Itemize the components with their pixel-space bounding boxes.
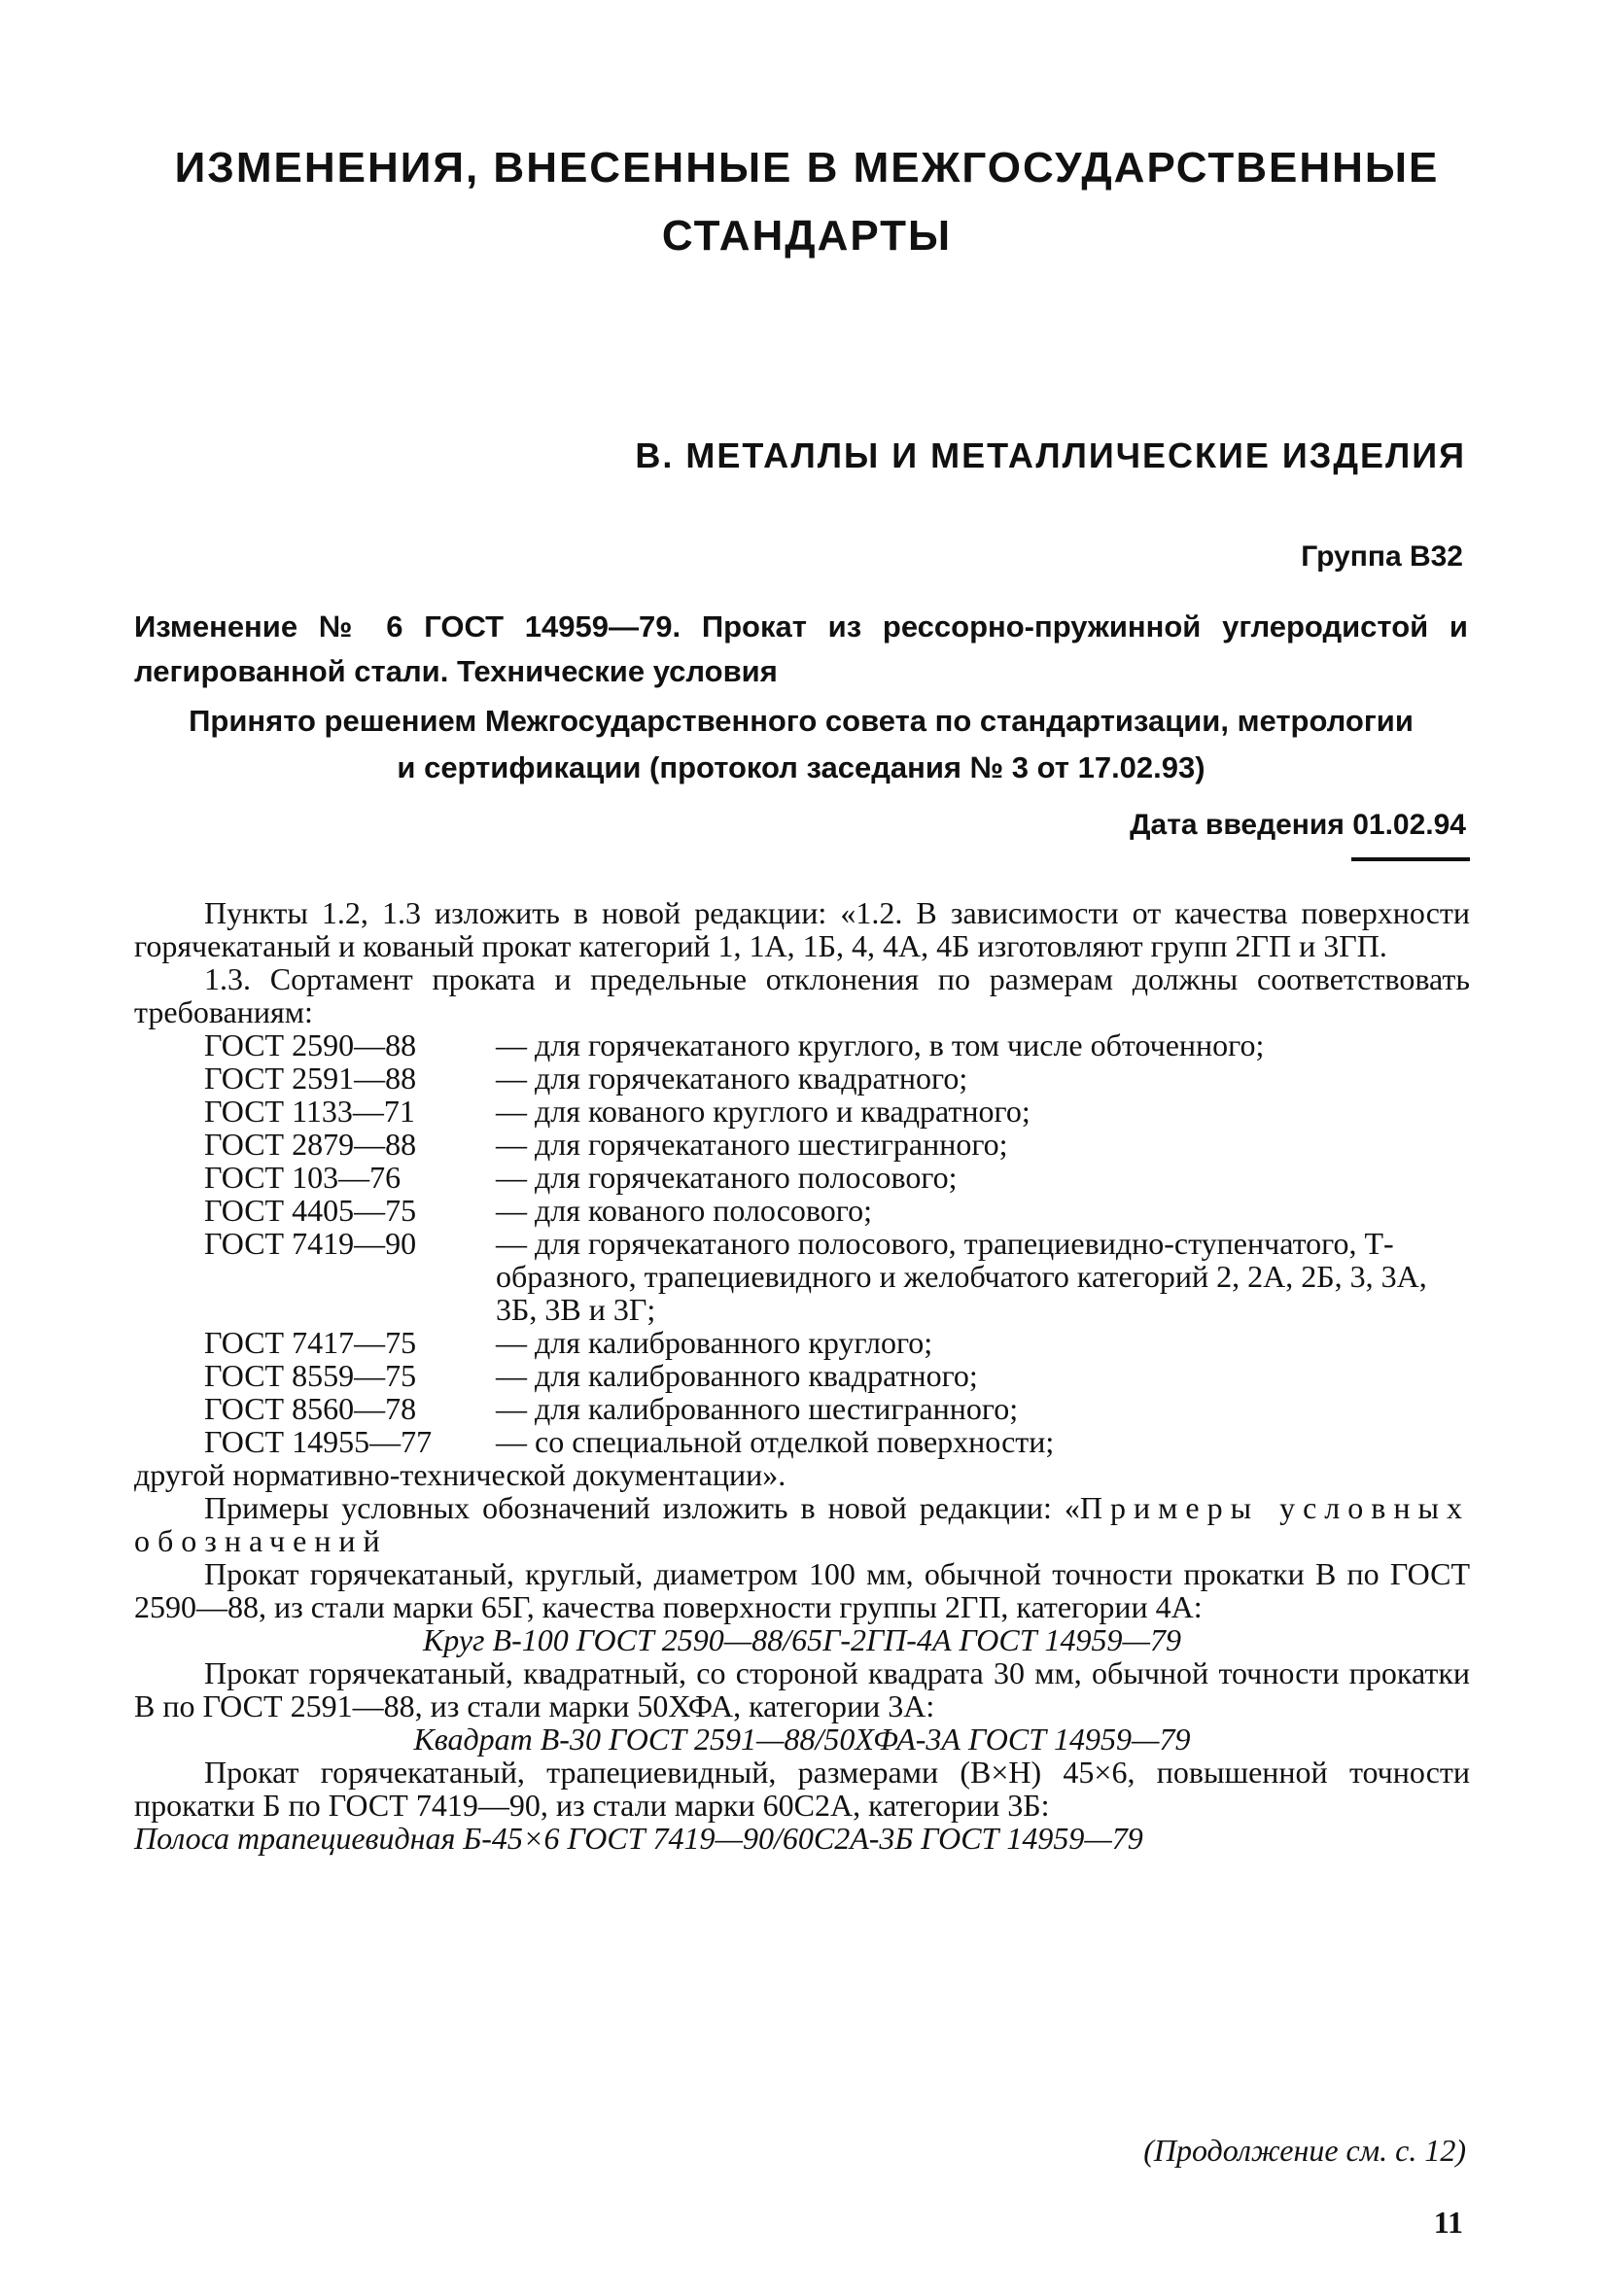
gost-code: ГОСТ 2879—88 <box>204 1127 417 1162</box>
continuation-note: (Продолжение см. с. 12) <box>1143 2133 1466 2168</box>
gost-description: — для горячекатаного шестигранного; <box>496 1127 1008 1162</box>
adoption-line-2: и сертификации (протокол заседания № 3 от 17.02.93) <box>397 750 1205 784</box>
gost-list-item <box>134 1161 1470 1194</box>
gost-list-item <box>134 1061 1470 1095</box>
adoption-note <box>134 698 1468 791</box>
gost-description: — для горячекатаного полосового; <box>496 1160 958 1195</box>
gost-list <box>134 1028 1470 1458</box>
gost-list-item <box>134 1028 1470 1061</box>
page-title-line-2: СТАНДАРТЫ <box>661 212 953 260</box>
gost-description: — для горячекатаного круглого, в том числе обточенного; <box>496 1027 1265 1062</box>
group-label: Группа В32 <box>1301 540 1463 573</box>
gost-list-item <box>134 1227 1470 1326</box>
gost-description: — для калиброванного квадратного; <box>496 1358 978 1393</box>
gost-code: ГОСТ 7417—75 <box>204 1325 417 1360</box>
examples-heading: Примеры условных обозначений <box>134 1490 1471 1558</box>
gost-description: — для калиброванного круглого; <box>496 1325 933 1360</box>
gost-list-item <box>134 1095 1470 1128</box>
paragraph-4 <box>134 1491 1470 1557</box>
gost-list-item <box>134 1425 1470 1458</box>
page-number: 11 <box>1433 2205 1463 2240</box>
change-title: Изменение № 6 ГОСТ 14959—79. Прокат из рессорно-пружинной углеродистой и легированной стали. Технические условия <box>134 609 1468 688</box>
gost-description: — для калиброванного шестигранного; <box>496 1391 1019 1426</box>
example-3: Прокат горячекатаный, трапециевидный, размерами (В×Н) 45×6, повышенной точности прокатки Б по ГОСТ 7419—90, из стали марки 60С2А, категории 3Б: <box>134 1755 1470 1823</box>
designation-1: Круг В-100 ГОСТ 2590—88/65Г-2ГП-4А ГОСТ 14959—79 <box>423 1622 1181 1657</box>
paragraph-4-text: Примеры условных обозначений изложить в новой редакции: « <box>204 1490 1080 1525</box>
gost-code: ГОСТ 8559—75 <box>204 1358 417 1393</box>
gost-list-item <box>134 1359 1470 1392</box>
gost-list-item <box>134 1392 1470 1425</box>
gost-code: ГОСТ 2590—88 <box>204 1027 417 1062</box>
paragraph-3: другой нормативно-технической документации». <box>134 1457 786 1492</box>
gost-list-item <box>134 1194 1470 1227</box>
gost-list-item <box>134 1128 1470 1161</box>
example-2: Прокат горячекатаный, квадратный, со стороной квадрата 30 мм, обычной точности прокатки В по ГОСТ 2591—88, из стали марки 50ХФА, категории 3А: <box>134 1655 1470 1723</box>
gost-code: ГОСТ 7419—90 <box>204 1226 417 1261</box>
example-1: Прокат горячекатаный, круглый, диаметром 100 мм, обычной точности прокатки В по ГОСТ 2590—88, из стали марки 65Г, качества поверхности группы 2ГП, категории 4А: <box>134 1556 1470 1624</box>
section-heading: В. МЕТАЛЛЫ И МЕТАЛЛИЧЕСКИЕ ИЗДЕЛИЯ <box>635 435 1466 475</box>
gost-code: ГОСТ 1133—71 <box>204 1094 415 1129</box>
gost-description: — для кованого круглого и квадратного; <box>496 1094 1031 1129</box>
designation-3: Полоса трапециевидная Б-45×6 ГОСТ 7419—90/60С2А-3Б ГОСТ 14959—79 <box>134 1821 1143 1856</box>
gost-description: — для горячекатаного полосового, трапециевидно-ступенчатого, Т-образного, трапециевидного и желобчатого категорий 2, 2А, 2Б, 3, 3А, 3Б, 3В и 3Г; <box>496 1226 1427 1327</box>
gost-code: ГОСТ 8560—78 <box>204 1391 417 1426</box>
document-body <box>134 896 1470 1855</box>
gost-code: ГОСТ 14955—77 <box>204 1424 433 1459</box>
gost-code: ГОСТ 103—76 <box>204 1160 402 1195</box>
date-underline <box>1351 857 1470 861</box>
gost-description: — со специальной отделкой поверхности; <box>496 1424 1055 1459</box>
gost-description: — для горячекатаного квадратного; <box>496 1061 968 1096</box>
gost-description: — для кованого полосового; <box>496 1193 873 1228</box>
page-title-line-1: ИЗМЕНЕНИЯ, ВНЕСЕННЫЕ В МЕЖГОСУДАРСТВЕННЫЕ <box>174 144 1440 191</box>
paragraph-1: Пункты 1.2, 1.3 изложить в новой редакции: «1.2. В зависимости от качества поверхности горячекатаный и кованый прокат категорий 1, 1А, 1Б, 4, 4А, 4Б изготовляют групп 2ГП и 3ГП. <box>134 895 1470 963</box>
designation-2: Квадрат В-30 ГОСТ 2591—88/50ХФА-3А ГОСТ 14959—79 <box>413 1722 1191 1757</box>
gost-code: ГОСТ 4405—75 <box>204 1193 417 1228</box>
paragraph-2: 1.3. Сортамент проката и предельные отклонения по размерам должны соответствовать требованиям: <box>134 961 1470 1029</box>
gost-list-item <box>134 1326 1470 1359</box>
gost-code: ГОСТ 2591—88 <box>204 1061 417 1096</box>
introduction-date: Дата введения 01.02.94 <box>1130 809 1466 841</box>
adoption-line-1: Принято решением Межгосударственного совета по стандартизации, метрологии <box>189 704 1414 738</box>
page-title <box>146 134 1468 270</box>
